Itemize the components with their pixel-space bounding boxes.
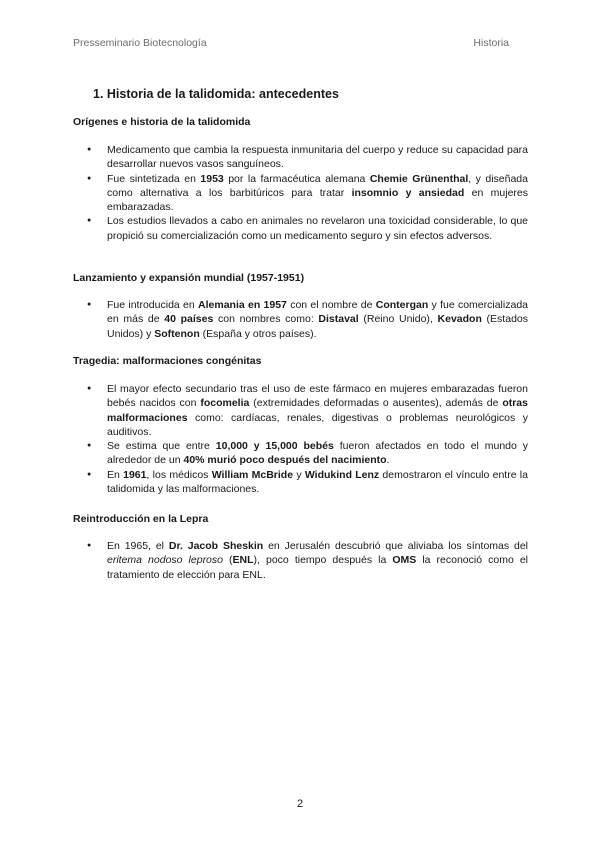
section-heading-launch: Lanzamiento y expansión mundial (1957-1951) <box>73 272 305 284</box>
section-heading-origins: Orígenes e historia de la talidomida <box>73 116 251 128</box>
list-item: ● Fue sintetizada en 1953 por la farmacéutica alemana Chemie Grünenthal, y diseñada como alternativa a los barbitúricos para tratar insomnio y ansiedad en mujeres embarazadas. <box>73 172 528 215</box>
page-number: 2 <box>296 798 304 810</box>
main-heading: 1. Historia de la talidomida: antecedentes <box>93 87 339 101</box>
header-section-name: Historia <box>473 37 509 49</box>
bullet-list-origins <box>73 143 528 243</box>
list-item: ● En 1965, el Dr. Jacob Sheskin en Jerusalén descubrió que aliviaba los síntomas del eritema nodoso leproso (ENL), poco tiempo después la OMS la reconoció como el tratamiento de elección para ENL. <box>73 539 528 582</box>
list-item: ● Fue introducida en Alemania en 1957 con el nombre de Contergan y fue comercializada en más de 40 países con nombres como: Distaval (Reino Unido), Kevadon (Estados Unidos) y Softenon (España y otros países). <box>73 298 528 341</box>
header-document-title: Presseminario Biotecnología <box>73 37 207 49</box>
list-item: ● Se estima que entre 10,000 y 15,000 bebés fueron afectados en todo el mundo y alrededor de un 40% murió poco después del nacimiento. <box>73 439 528 468</box>
bullet-list-tragedy <box>73 382 528 496</box>
list-item: ● El mayor efecto secundario tras el uso de este fármaco en mujeres embarazadas fueron bebés nacidos con focomelia (extremidades deformadas o ausentes), además de otras malformaciones como: cardíacas, renales, digestivas o problemas neurológicos y auditivos. <box>73 382 528 439</box>
bullet-list-leprosy <box>73 539 528 582</box>
list-item: ● Los estudios llevados a cabo en animales no revelaron una toxicidad considerable, lo que propició su comercialización como un medicamento seguro y sin efectos adversos. <box>73 214 528 243</box>
list-item: ● En 1961, los médicos William McBride y Widukind Lenz demostraron el vínculo entre la talidomida y las malformaciones. <box>73 468 528 497</box>
list-item: ● Medicamento que cambia la respuesta inmunitaria del cuerpo y reduce su capacidad para desarrollar nuevos vasos sanguíneos. <box>73 143 528 172</box>
section-heading-leprosy: Reintroducción en la Lepra <box>73 513 209 525</box>
bullet-list-launch <box>73 298 528 341</box>
section-heading-tragedy: Tragedia: malformaciones congénitas <box>73 355 262 367</box>
